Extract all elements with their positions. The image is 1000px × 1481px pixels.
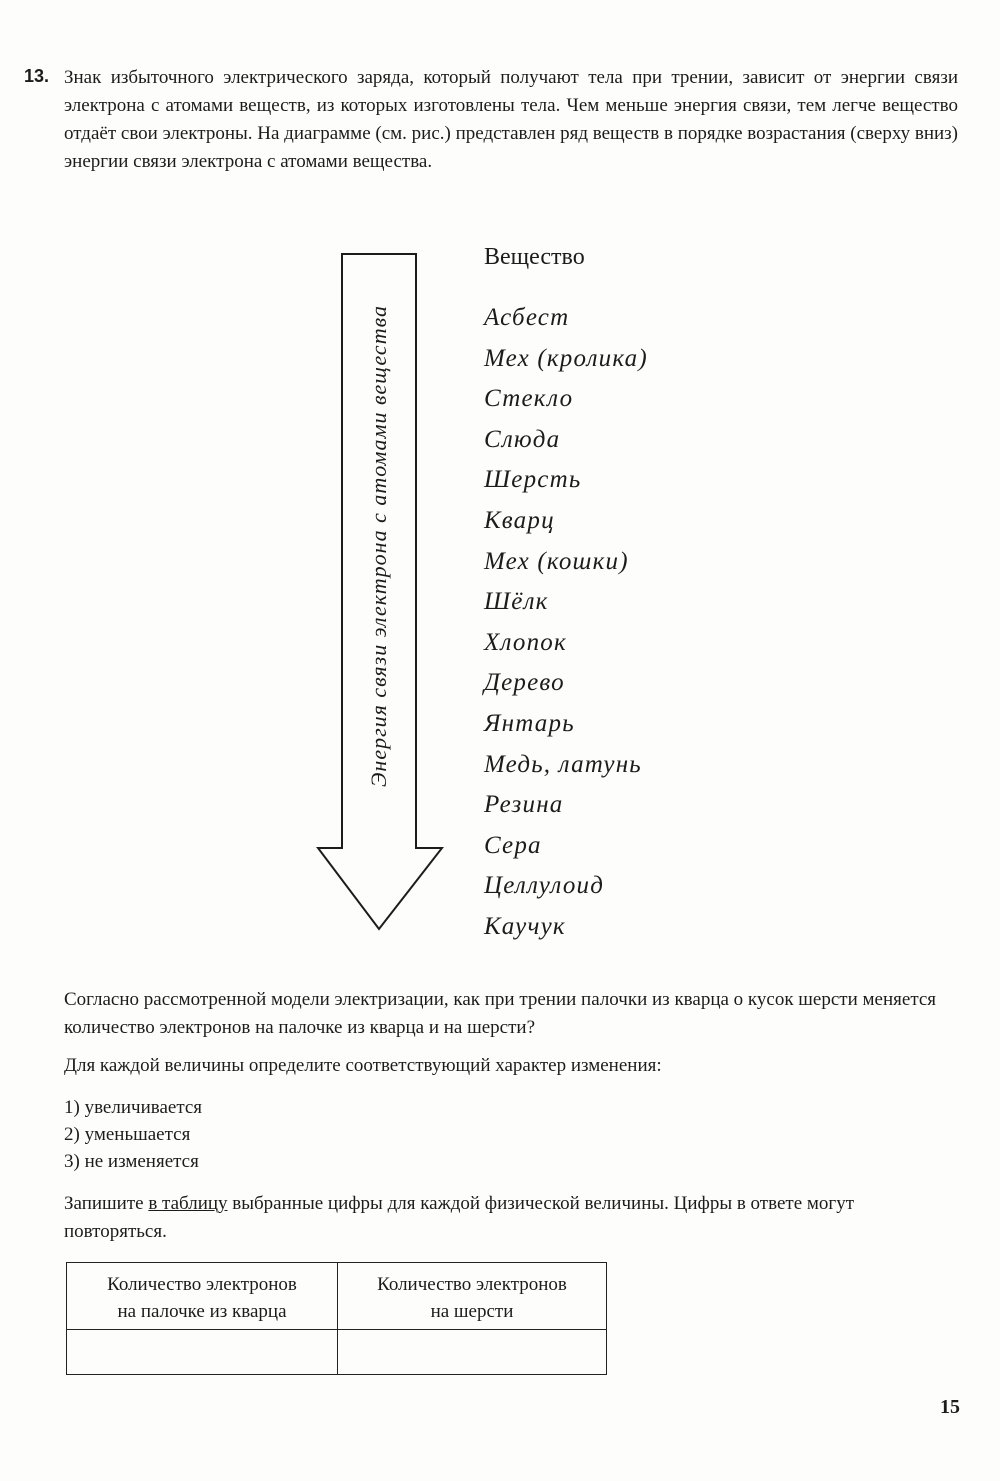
header-line: Количество электронов: [107, 1274, 297, 1295]
substance-item: Слюда: [484, 425, 561, 453]
substance-item: Каучук: [484, 912, 566, 940]
answer-cell-quartz[interactable]: [67, 1330, 338, 1375]
answer-table: [66, 1262, 607, 1375]
substance-item: Шерсть: [484, 466, 582, 494]
substance-item: Мех (кошки): [484, 547, 629, 575]
header-line: Количество электронов: [377, 1274, 567, 1295]
question-instruction: Для каждой величины определите соответствующий характер изменения:: [64, 1055, 662, 1076]
substance-item: Мех (кролика): [484, 344, 648, 372]
answer-options: [64, 1094, 202, 1175]
arrow-label: Энергия связи электрона с атомами вещества: [366, 305, 391, 787]
substance-item: Кварц: [484, 506, 555, 534]
substance-item: Шёлк: [484, 588, 549, 616]
task-number: 13.: [24, 66, 50, 86]
answer-cell-wool[interactable]: [338, 1330, 607, 1375]
write-instruction: [64, 1190, 958, 1246]
option-item: 1) увеличивается: [64, 1097, 203, 1118]
header-line: на палочке из кварца: [117, 1301, 287, 1322]
option-item: 2) уменьшается: [64, 1124, 191, 1145]
substance-item: Медь, латунь: [484, 750, 642, 778]
substance-item: Асбест: [484, 304, 570, 331]
substance-list: [484, 298, 648, 948]
answer-table-header-wool: [338, 1263, 607, 1330]
substance-item: Янтарь: [484, 709, 575, 737]
question-text: Согласно рассмотренной модели электризации, как при трении палочки из кварца о кусок шерсти меняется количество электронов на палочке из кварца и на шерсти?: [64, 989, 937, 1038]
substance-item: Хлопок: [484, 628, 567, 656]
write-suffix: выбранные цифры для каждой физической величины. Цифры в ответе могут повторяться.: [64, 1193, 855, 1242]
substance-item: Дерево: [484, 669, 565, 697]
page-number: 15: [940, 1396, 960, 1418]
answer-table-header-quartz: [67, 1263, 338, 1330]
substance-item: Целлулоид: [484, 872, 605, 900]
substance-item: Резина: [484, 791, 564, 819]
substance-item: Стекло: [484, 385, 574, 413]
task-intro: Знак избыточного электрического заряда, который получают тела при трении, зависит от энергии связи электрона с атомами веществ, из которых изготовлены тела. Чем меньше энергия связи, тем легче вещество отдаёт свои электроны. На диаграмме (см. рис.) представлен ряд веществ в порядке возрастания (сверху вниз) энергии связи электрона с атомами вещества.: [64, 67, 958, 172]
substance-item: Сера: [484, 831, 542, 859]
substance-column-header: Вещество: [484, 244, 585, 270]
option-item: 3) не изменяется: [64, 1151, 199, 1172]
header-line: на шерсти: [430, 1301, 514, 1322]
write-table-reference: в таблицу: [148, 1193, 228, 1214]
write-prefix: Запишите: [64, 1193, 149, 1214]
